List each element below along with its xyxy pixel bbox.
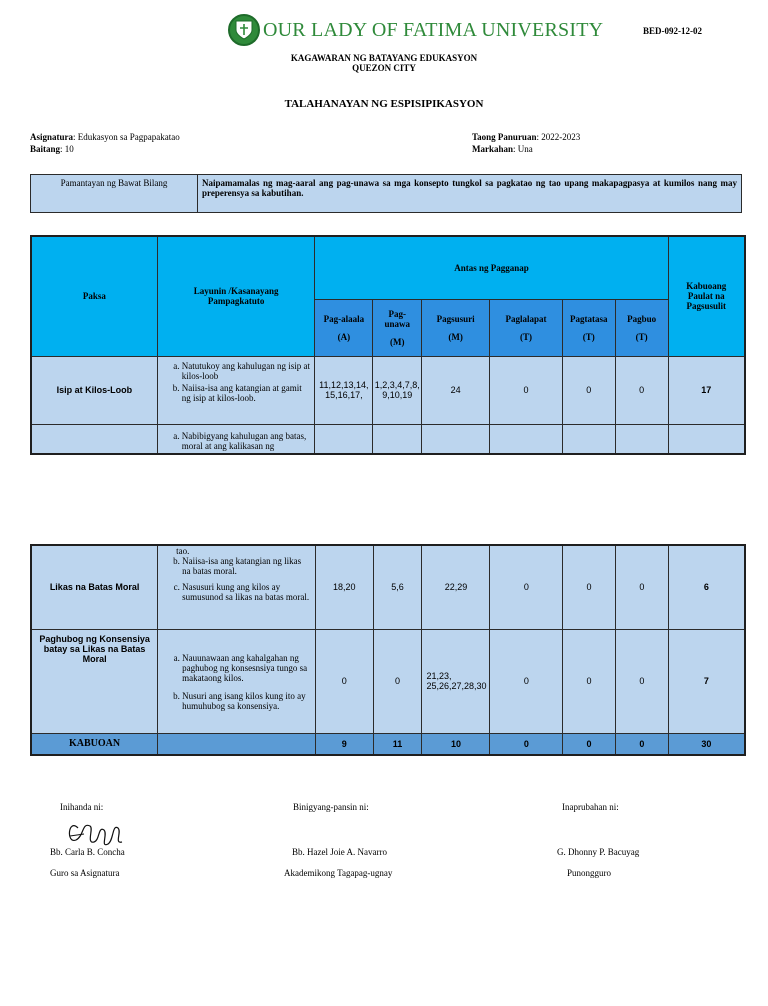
document-title: TALAHANAYAN NG ESPISIPIKASYON bbox=[284, 98, 484, 110]
university-logo bbox=[228, 14, 260, 46]
total-value: 11 bbox=[373, 733, 422, 755]
level-name: Pag-unawa bbox=[384, 308, 411, 329]
department-name: KAGAWARAN NG BATAYANG EDUKASYON bbox=[290, 53, 478, 63]
level-code: (A) bbox=[337, 331, 351, 342]
row-value: 0 bbox=[562, 356, 615, 424]
level-header bbox=[422, 299, 490, 356]
document-code: BED-092-12-02 bbox=[643, 26, 702, 36]
level-name: Pagbuo bbox=[627, 313, 657, 324]
row-value: 0 bbox=[490, 629, 563, 733]
layunin-item: a. Nabibigyang kahulugan ang batas, moral at ang kalikasan ng bbox=[182, 431, 311, 451]
level-name: Pagtatasa bbox=[570, 313, 608, 324]
level-code: (M) bbox=[448, 331, 463, 342]
table-row bbox=[31, 545, 745, 629]
total-row bbox=[31, 733, 745, 755]
row-value: 0 bbox=[373, 629, 422, 733]
taon-label: Taong Panuruan bbox=[472, 132, 537, 142]
prepared-by-position: Guro sa Asignatura bbox=[50, 868, 120, 878]
noted-by-name: Bb. Hazel Joie A. Navarro bbox=[292, 847, 387, 857]
approved-by-label: Inaprubahan ni: bbox=[562, 802, 619, 812]
grand-total: 30 bbox=[668, 733, 745, 755]
row-layunin bbox=[158, 545, 316, 629]
row-value: 0 bbox=[563, 545, 616, 629]
row-paksa: Isip at Kilos-Loob bbox=[31, 356, 157, 424]
spec-table-page2 bbox=[30, 544, 746, 756]
level-header bbox=[562, 299, 615, 356]
row-layunin bbox=[157, 356, 315, 424]
total-value: 0 bbox=[563, 733, 616, 755]
row-value: 0 bbox=[615, 545, 668, 629]
col-paksa-header: Paksa bbox=[31, 236, 157, 356]
layunin-lead: tao. bbox=[176, 546, 190, 556]
total-value: 0 bbox=[490, 733, 563, 755]
standard-text: Naipamamalas ng mag-aaral ang pag-unawa sa mga konsepto tungkol sa pagkatao ng tao upang makapagpasya at kumilos nang may preperensya sa kabutihan. bbox=[198, 175, 742, 213]
row-layunin bbox=[157, 424, 315, 454]
total-value: 0 bbox=[615, 733, 668, 755]
row-total: 7 bbox=[668, 629, 745, 733]
level-name: Pagsusuri bbox=[436, 313, 475, 324]
row-paksa: Likas na Batas Moral bbox=[31, 545, 158, 629]
asignatura-label: Asignatura bbox=[30, 132, 74, 142]
prepared-by-name: Bb. Carla B. Concha bbox=[50, 847, 125, 857]
empty-cell bbox=[373, 424, 422, 454]
row-value: 21,23, 25,26,27,28,30 bbox=[422, 629, 490, 733]
empty-cell bbox=[615, 424, 668, 454]
row-value: 1,2,3,4,7,8, 9,10,19 bbox=[373, 356, 422, 424]
row-value: 22,29 bbox=[422, 545, 490, 629]
layunin-item: b. Nusuri ang isang kilos kung ito ay humuhubog sa konsensiya. bbox=[182, 691, 311, 711]
row-value: 18,20 bbox=[315, 545, 373, 629]
shield-icon bbox=[235, 20, 253, 40]
table-row-partial bbox=[31, 424, 745, 454]
noted-by-label: Binigyang-pansin ni: bbox=[293, 802, 369, 812]
row-value: 5,6 bbox=[373, 545, 422, 629]
approved-by-name: G. Dhonny P. Bacuyag bbox=[557, 847, 640, 857]
row-value: 24 bbox=[422, 356, 490, 424]
row-paksa: Paghubog ng Konsensiya batay sa Likas na Batas Moral bbox=[31, 629, 158, 733]
layunin-item: b. Naiisa-isa ang katangian at gamit ng isip at kilos-loob. bbox=[182, 383, 311, 403]
standard-label: Pamantayan ng Bawat Bilang bbox=[31, 175, 198, 213]
university-name: OUR LADY OF FATIMA UNIVERSITY bbox=[263, 19, 604, 41]
asignatura-value: : Edukasyon sa Pagpapakatao bbox=[73, 132, 180, 142]
level-header bbox=[373, 299, 422, 356]
markahan-value: : Una bbox=[513, 144, 533, 154]
level-code: (T) bbox=[519, 331, 532, 342]
col-layunin-header: Layunin /Kasanayang Pampagkatuto bbox=[157, 236, 315, 356]
baitang-label: Baitang bbox=[30, 144, 61, 154]
empty-cell bbox=[422, 424, 490, 454]
level-header bbox=[615, 299, 668, 356]
total-label: KABUOAN bbox=[31, 733, 158, 755]
row-value: 0 bbox=[490, 545, 563, 629]
col-antas-header: Antas ng Pagganap bbox=[315, 236, 668, 299]
level-code: (T) bbox=[582, 331, 595, 342]
baitang-value: : 10 bbox=[60, 144, 74, 154]
noted-by-position: Akademikong Tagapag-ugnay bbox=[284, 868, 393, 878]
baitang-line bbox=[30, 144, 74, 154]
standard-table bbox=[30, 174, 742, 213]
total-value: 10 bbox=[422, 733, 490, 755]
layunin-item: a. Natutukoy ang kahulugan ng isip at kilos-loob bbox=[182, 361, 311, 381]
row-value: 0 bbox=[490, 356, 563, 424]
taon-value: : 2022-2023 bbox=[536, 132, 581, 142]
city-name: QUEZON CITY bbox=[352, 63, 416, 73]
row-total: 17 bbox=[668, 356, 745, 424]
level-header bbox=[315, 299, 373, 356]
row-value: 0 bbox=[615, 629, 668, 733]
row-value: 0 bbox=[315, 629, 373, 733]
row-value: 0 bbox=[615, 356, 668, 424]
level-name: Pag-alaala bbox=[323, 313, 365, 324]
layunin-item: a. Nauunawaan ang kahalgahan ng paghubog ng konsesnsiya tungo sa makataong kilos. bbox=[182, 653, 311, 683]
row-paksa-empty bbox=[31, 424, 157, 454]
total-empty bbox=[158, 733, 316, 755]
empty-cell bbox=[315, 424, 373, 454]
level-code: (M) bbox=[390, 336, 405, 347]
asignatura-line bbox=[30, 132, 180, 142]
level-code: (T) bbox=[635, 331, 648, 342]
table-row bbox=[31, 356, 745, 424]
layunin-item: b. Naiisa-isa ang katangian ng likas na batas moral. bbox=[182, 556, 311, 576]
prepared-by-label: Inihanda ni: bbox=[60, 802, 104, 812]
row-total: 6 bbox=[668, 545, 745, 629]
level-header bbox=[490, 299, 563, 356]
row-layunin bbox=[158, 629, 316, 733]
approved-by-position: Punongguro bbox=[567, 868, 612, 878]
handwritten-signature bbox=[64, 814, 134, 850]
spec-table-page1 bbox=[30, 235, 746, 455]
empty-cell bbox=[490, 424, 563, 454]
col-total-header: Kabuoang Paulat na Pagsusulit bbox=[668, 236, 745, 356]
layunin-item: c. Nasusuri kung ang kilos ay sumusunod sa likas na batas moral. bbox=[182, 582, 311, 602]
markahan-label: Markahan bbox=[472, 144, 514, 154]
empty-cell bbox=[562, 424, 615, 454]
total-value: 9 bbox=[315, 733, 373, 755]
empty-cell bbox=[668, 424, 745, 454]
row-value: 11,12,13,14, 15,16,17, bbox=[315, 356, 373, 424]
taon-line bbox=[472, 132, 580, 142]
markahan-line bbox=[472, 144, 533, 154]
table-row bbox=[31, 629, 745, 733]
row-value: 0 bbox=[563, 629, 616, 733]
level-name: Paglalapat bbox=[505, 313, 547, 324]
